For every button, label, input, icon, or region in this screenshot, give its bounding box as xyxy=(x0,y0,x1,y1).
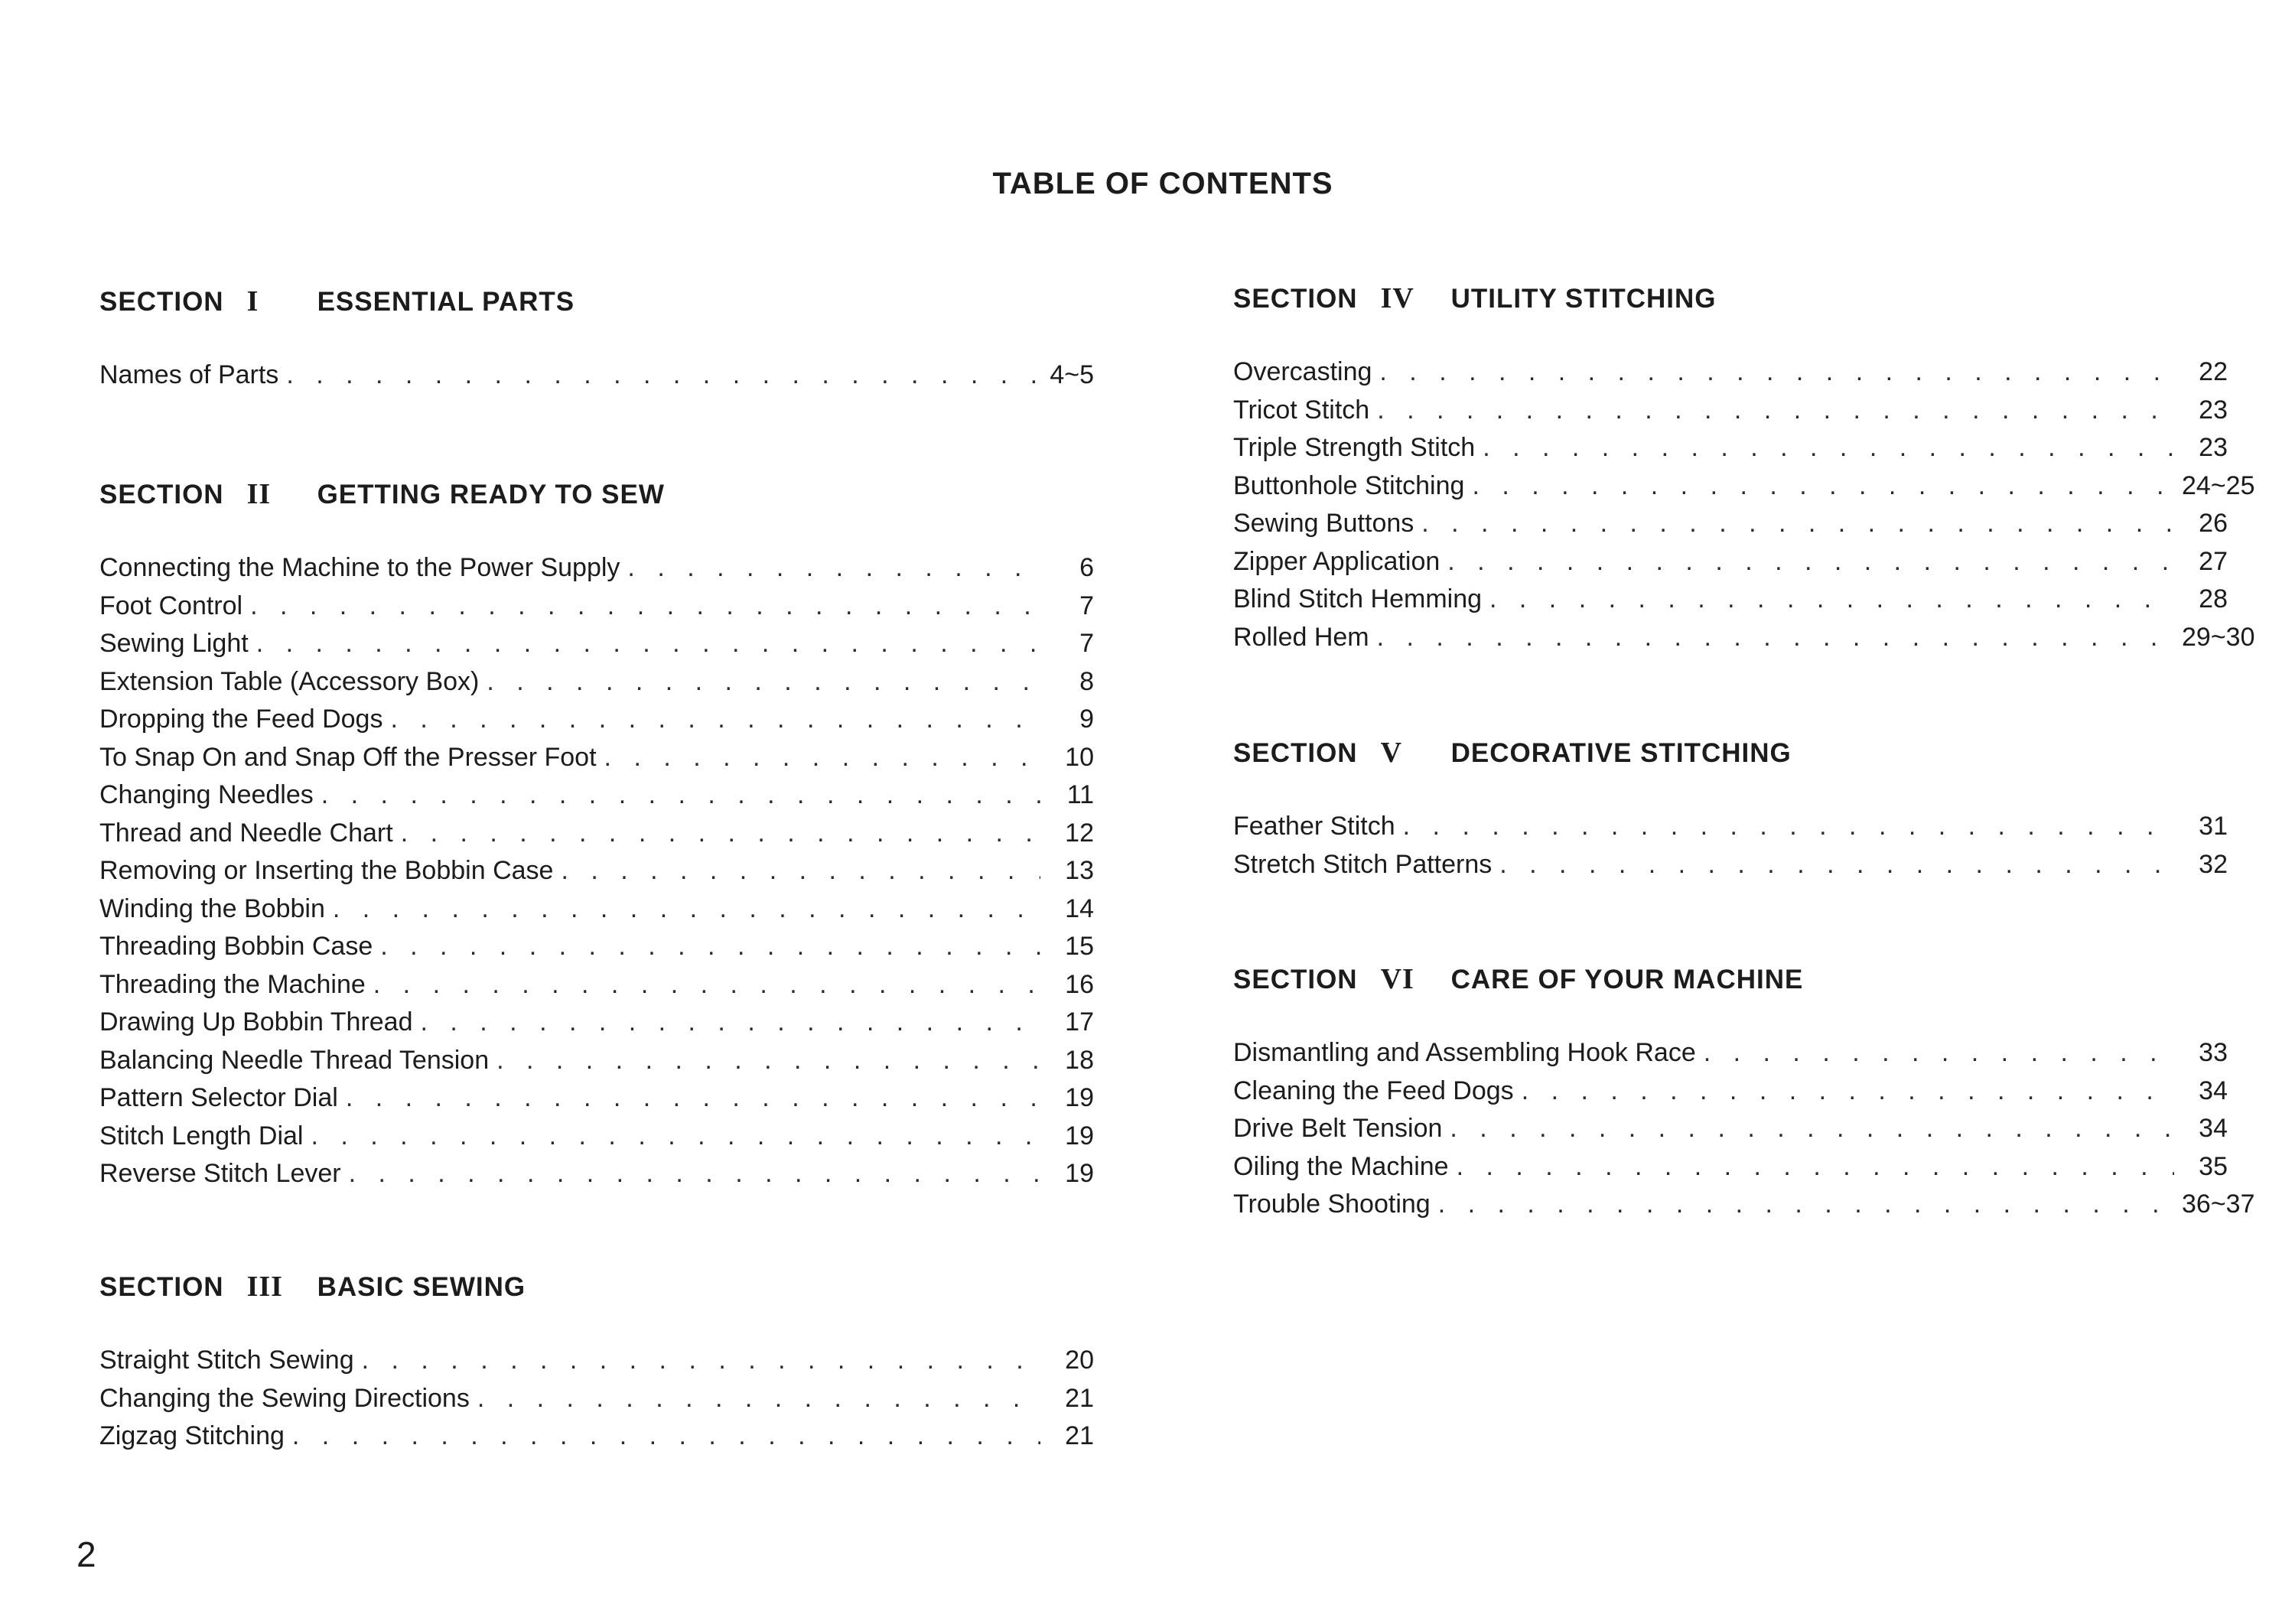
section-word: SECTION xyxy=(1233,284,1358,314)
dot-leader xyxy=(373,966,1040,1004)
dot-leader xyxy=(256,625,1040,663)
dot-leader xyxy=(1450,1110,2174,1148)
toc-entry[interactable] xyxy=(99,625,1094,663)
entry-page: 22 xyxy=(2199,357,2228,386)
entry-title: Drawing Up Bobbin Thread xyxy=(99,1007,413,1037)
entry-page: 17 xyxy=(1065,1007,1094,1037)
entry-title: Stretch Stitch Patterns xyxy=(1233,849,1493,879)
toc-entry[interactable] xyxy=(99,1380,1094,1418)
entry-page: 16 xyxy=(1065,969,1094,999)
entry-title: Straight Stitch Sewing xyxy=(99,1346,354,1375)
entry-page: 19 xyxy=(1065,1083,1094,1112)
section-word: SECTION xyxy=(99,287,224,317)
entry-title: Thread and Needle Chart xyxy=(99,818,393,848)
dot-leader xyxy=(1403,808,2174,846)
section-word: SECTION xyxy=(99,1272,224,1302)
entry-title: Dropping the Feed Dogs xyxy=(99,705,383,734)
toc-entry[interactable] xyxy=(99,890,1094,929)
toc-entry[interactable] xyxy=(99,587,1094,626)
dot-leader xyxy=(604,739,1040,777)
toc-entry[interactable] xyxy=(1233,467,2255,506)
entry-title: Tricot Stitch xyxy=(1233,395,1370,425)
dot-leader xyxy=(321,776,1040,815)
section-numeral: IV xyxy=(1380,282,1414,314)
entry-page: 8 xyxy=(1079,666,1094,696)
toc-entry[interactable] xyxy=(99,1079,1094,1118)
entry-page: 7 xyxy=(1079,591,1094,620)
dot-leader xyxy=(292,1417,1040,1456)
section-6 xyxy=(1233,962,2255,1224)
entry-page: 21 xyxy=(1065,1383,1094,1413)
toc-entry[interactable] xyxy=(99,966,1094,1004)
toc-entry[interactable] xyxy=(1233,543,2228,581)
dot-leader xyxy=(477,1380,1040,1418)
toc-entry[interactable] xyxy=(1233,808,2228,846)
section-1 xyxy=(99,285,1094,395)
entry-title: Drive Belt Tension xyxy=(1233,1114,1443,1143)
dot-leader xyxy=(390,701,1040,739)
entry-page: 36~37 xyxy=(2182,1190,2255,1219)
section-numeral: I xyxy=(246,285,259,317)
entry-page: 11 xyxy=(1066,780,1094,809)
entry-page: 9 xyxy=(1079,705,1094,734)
entry-page: 18 xyxy=(1065,1045,1094,1075)
dot-leader xyxy=(1704,1034,2174,1072)
dot-leader xyxy=(1489,581,2174,619)
dot-leader xyxy=(1377,392,2174,430)
entry-page: 34 xyxy=(2199,1114,2228,1143)
entry-title: Rolled Hem xyxy=(1233,622,1369,652)
entry-title: Buttonhole Stitching xyxy=(1233,470,1465,500)
entry-title: Dismantling and Assembling Hook Race xyxy=(1233,1038,1696,1067)
entry-page: 6 xyxy=(1079,553,1094,582)
toc-entry[interactable] xyxy=(99,1004,1094,1042)
section-name: DECORATIVE STITCHING xyxy=(1450,738,1792,768)
dot-leader xyxy=(421,1004,1041,1042)
dot-leader xyxy=(1472,467,2174,506)
entry-page: 4~5 xyxy=(1050,360,1094,389)
toc-entry[interactable] xyxy=(1233,846,2228,884)
entry-page: 24~25 xyxy=(2182,470,2255,500)
entry-page: 13 xyxy=(1065,856,1094,885)
entry-title: Extension Table (Accessory Box) xyxy=(99,666,480,696)
entry-title: Reverse Stitch Lever xyxy=(99,1159,341,1188)
section-heading xyxy=(99,477,1094,511)
dot-leader xyxy=(362,1342,1040,1380)
toc-entry[interactable] xyxy=(99,739,1094,777)
toc-entry[interactable] xyxy=(99,1042,1094,1080)
toc-entry[interactable] xyxy=(99,815,1094,853)
entry-title: Threading the Machine xyxy=(99,969,366,999)
entry-title: Winding the Bobbin xyxy=(99,893,325,923)
section-word: SECTION xyxy=(1233,965,1358,994)
toc-entry[interactable] xyxy=(1233,619,2255,657)
entry-title: Foot Control xyxy=(99,591,243,620)
toc-entry[interactable] xyxy=(1233,1110,2228,1148)
entry-page: 28 xyxy=(2199,584,2228,613)
entry-page: 19 xyxy=(1065,1121,1094,1150)
dot-leader xyxy=(487,663,1040,701)
entry-title: Cleaning the Feed Dogs xyxy=(1233,1076,1514,1105)
entry-page: 10 xyxy=(1065,742,1094,772)
entry-title: Names of Parts xyxy=(99,360,279,389)
dot-leader xyxy=(1377,619,2174,657)
dot-leader xyxy=(1522,1072,2174,1111)
entry-title: Sewing Buttons xyxy=(1233,509,1414,538)
toc-entry[interactable] xyxy=(99,1118,1094,1156)
dot-leader xyxy=(1438,1186,2174,1224)
toc-entry[interactable] xyxy=(99,928,1094,966)
dot-leader xyxy=(346,1079,1040,1118)
section-numeral: III xyxy=(246,1271,283,1303)
entry-title: Connecting the Machine to the Power Supply xyxy=(99,553,620,582)
section-5 xyxy=(1233,736,2228,884)
entry-title: Feather Stitch xyxy=(1233,812,1395,841)
toc-entry[interactable] xyxy=(1233,1186,2255,1224)
toc-entry[interactable] xyxy=(1233,429,2228,467)
entry-page: 32 xyxy=(2199,849,2228,879)
toc-entry[interactable] xyxy=(1233,1148,2228,1186)
entry-title: Blind Stitch Hemming xyxy=(1233,584,1483,613)
entry-title: Overcasting xyxy=(1233,357,1372,386)
toc-entry[interactable] xyxy=(99,356,1094,395)
toc-entry[interactable] xyxy=(99,776,1094,815)
toc-entry[interactable] xyxy=(1233,353,2228,392)
entry-title: Balancing Needle Thread Tension xyxy=(99,1045,490,1075)
entry-page: 21 xyxy=(1065,1421,1094,1450)
entry-page: 23 xyxy=(2199,433,2228,462)
dot-leader xyxy=(1483,429,2174,467)
entry-page: 33 xyxy=(2199,1038,2228,1067)
entry-page: 27 xyxy=(2199,546,2228,576)
section-heading xyxy=(99,285,1094,318)
entry-title: Removing or Inserting the Bobbin Case xyxy=(99,856,554,885)
dot-leader xyxy=(311,1118,1041,1156)
dot-leader xyxy=(1457,1148,2174,1186)
entry-page: 12 xyxy=(1065,818,1094,848)
entry-title: Zigzag Stitching xyxy=(99,1421,285,1450)
toc-entry[interactable] xyxy=(99,1417,1094,1456)
section-3 xyxy=(99,1270,1094,1456)
toc-entry[interactable] xyxy=(1233,505,2228,543)
entry-title: To Snap On and Snap Off the Presser Foot xyxy=(99,742,597,772)
section-name: ESSENTIAL PARTS xyxy=(317,287,575,317)
section-word: SECTION xyxy=(99,480,224,509)
section-heading xyxy=(1233,736,2228,770)
entry-title: Zipper Application xyxy=(1233,546,1440,576)
dot-leader xyxy=(1447,543,2174,581)
entry-page: 20 xyxy=(1065,1346,1094,1375)
section-name: BASIC SEWING xyxy=(317,1272,526,1302)
dot-leader xyxy=(1421,505,2174,543)
section-name: CARE OF YOUR MACHINE xyxy=(1450,965,1804,994)
dot-leader xyxy=(286,356,1040,395)
toc-entry[interactable] xyxy=(1233,581,2228,619)
entry-page: 15 xyxy=(1065,932,1094,961)
entry-page: 23 xyxy=(2199,395,2228,425)
entry-page: 35 xyxy=(2199,1151,2228,1181)
entry-title: Threading Bobbin Case xyxy=(99,932,373,961)
toc-entry[interactable] xyxy=(99,549,1094,587)
entry-title: Trouble Shooting xyxy=(1233,1190,1431,1219)
dot-leader xyxy=(627,549,1040,587)
entry-page: 26 xyxy=(2199,509,2228,538)
entry-page: 31 xyxy=(2199,812,2228,841)
entry-title: Changing Needles xyxy=(99,780,314,809)
dot-leader xyxy=(496,1042,1040,1080)
toc-entry[interactable] xyxy=(99,852,1094,890)
entry-page: 7 xyxy=(1079,629,1094,658)
entry-title: Oiling the Machine xyxy=(1233,1151,1449,1181)
dot-leader xyxy=(1499,846,2174,884)
toc-entry[interactable] xyxy=(1233,392,2228,430)
section-heading xyxy=(1233,962,2228,996)
toc-entry[interactable] xyxy=(1233,1034,2228,1072)
section-numeral: II xyxy=(246,478,272,510)
section-2 xyxy=(99,477,1094,1193)
entry-page: 34 xyxy=(2199,1076,2228,1105)
entry-title: Stitch Length Dial xyxy=(99,1121,304,1150)
section-name: UTILITY STITCHING xyxy=(1450,284,1717,314)
section-numeral: V xyxy=(1380,737,1403,769)
section-numeral: VI xyxy=(1380,963,1414,995)
section-name: GETTING READY TO SEW xyxy=(317,480,665,509)
entry-page: 29~30 xyxy=(2182,622,2255,652)
toc-entry[interactable] xyxy=(99,663,1094,701)
entry-title: Sewing Light xyxy=(99,629,249,658)
dot-leader xyxy=(333,890,1040,929)
entry-title: Pattern Selector Dial xyxy=(99,1083,338,1112)
entry-page: 19 xyxy=(1065,1159,1094,1188)
page-number: 2 xyxy=(76,1535,96,1574)
entry-page: 14 xyxy=(1065,893,1094,923)
page-title: TABLE OF CONTENTS xyxy=(992,167,1333,200)
dot-leader xyxy=(349,1155,1040,1193)
entry-title: Triple Strength Stitch xyxy=(1233,433,1476,462)
dot-leader xyxy=(1379,353,2174,392)
dot-leader xyxy=(250,587,1040,626)
section-4 xyxy=(1233,282,2255,656)
toc-entry[interactable] xyxy=(99,701,1094,739)
dot-leader xyxy=(401,815,1040,853)
section-heading xyxy=(1233,282,2228,315)
section-word: SECTION xyxy=(1233,738,1358,768)
entry-title: Changing the Sewing Directions xyxy=(99,1383,470,1413)
section-heading xyxy=(99,1270,1094,1303)
dot-leader xyxy=(561,852,1040,890)
toc-entry[interactable] xyxy=(99,1155,1094,1193)
toc-entry[interactable] xyxy=(1233,1072,2228,1111)
toc-entry[interactable] xyxy=(99,1342,1094,1380)
dot-leader xyxy=(380,928,1040,966)
